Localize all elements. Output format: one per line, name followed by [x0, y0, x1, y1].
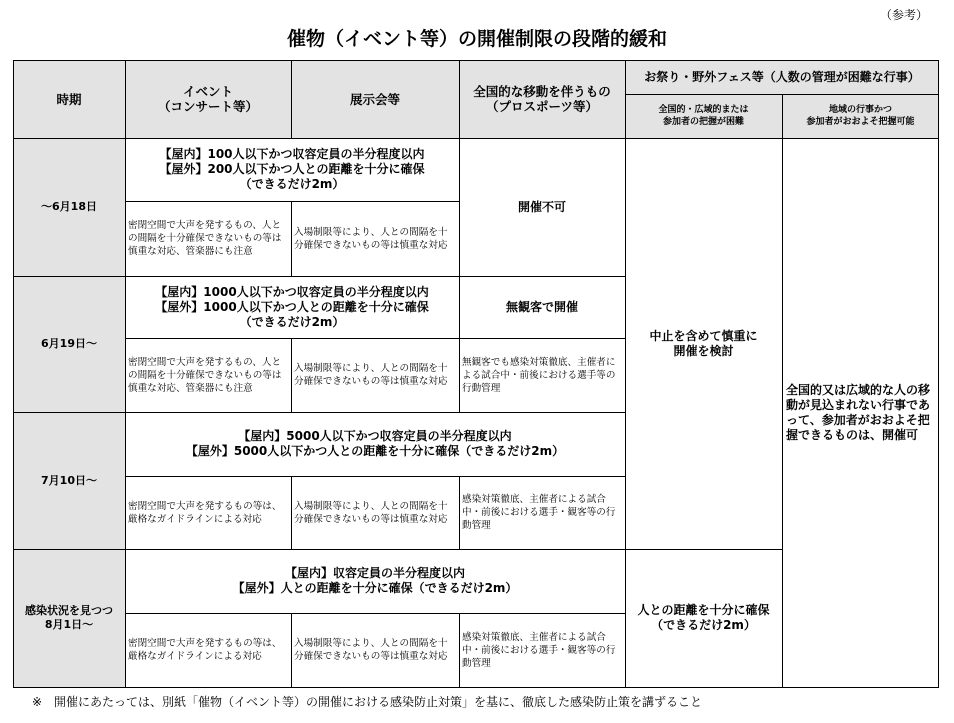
header-exhibition: 展示会等 — [291, 60, 459, 138]
table-border — [13, 138, 939, 139]
festival-local-status: 全国的又は広域的な人の移動が見込まれない行事であって、参加者がおおよそ把握できるものは、開催可 — [786, 382, 931, 442]
limit-main-text: 【屋内】1000人以下かつ収容定員の半分程度以内 【屋外】1000人以下かつ人との距離を十分に確保 （できるだけ2m） — [155, 284, 429, 329]
table-border — [125, 476, 625, 477]
table-border — [459, 476, 460, 549]
limit-main-text: 【屋内】5000人以下かつ収容定員の半分程度以内 【屋外】5000人以下かつ人との距離を十分に確保（できるだけ2m） — [185, 429, 565, 458]
table-border — [125, 338, 625, 339]
table-border — [625, 60, 626, 687]
table-border — [291, 613, 292, 687]
event-note: 密閉空間で大声を発するもの等は、厳格なガイドラインによる対応 — [128, 638, 282, 662]
page-title: 催物（イベント等）の開催制限の段階的緩和 — [286, 28, 667, 50]
table-border — [459, 60, 460, 412]
sports-status: 無観客で開催 — [505, 299, 578, 314]
table-border — [291, 60, 292, 138]
table-border — [13, 276, 625, 277]
table-border — [938, 60, 939, 687]
table-border — [291, 338, 292, 412]
table-border — [13, 549, 782, 550]
header-festival: お祭り・野外フェス等（人数の管理が困難な行事） — [625, 60, 939, 94]
header-event: イベント （コンサート等） — [125, 60, 291, 138]
table-border — [13, 412, 625, 413]
period-cell: 感染状況を見つつ 8月1日～ — [13, 549, 125, 687]
header-period: 時期 — [13, 60, 125, 138]
exhibition-note: 入場制限等により、人との間隔を十分確保できないもの等は慎重な対応 — [294, 363, 448, 387]
exhibition-note: 入場制限等により、人との間隔を十分確保できないもの等は慎重な対応 — [294, 638, 448, 662]
table-border — [13, 60, 14, 687]
event-note: 密閉空間で大声を発するもの、人との間隔を十分確保できないもの等は慎重な対応、管楽器にも注意 — [128, 356, 282, 394]
footnote: ※ 開催にあたっては、別紙「催物（イベント等）の開催における感染防止対策」を基に、徹底した感染防止策を講ずること — [32, 695, 703, 709]
limit-main-text: 【屋内】収容定員の半分程度以内 【屋外】人との距離を十分に確保（できるだけ2m） — [232, 566, 518, 595]
period-cell: 7月10日～ — [13, 412, 125, 549]
table-border — [782, 94, 783, 687]
table-border — [13, 60, 939, 61]
table-border — [125, 201, 459, 202]
table-border — [13, 687, 939, 688]
event-note: 密閉空間で大声を発するもの等は、厳格なガイドラインによる対応 — [128, 500, 282, 525]
sports-note: 無観客でも感染対策徹底、主催者による試合中・前後における選手等の行動管理 — [462, 356, 616, 394]
sports-status: 開催不可 — [517, 199, 566, 214]
table-border — [291, 201, 292, 276]
header-festival-wide: 全国的・広域的または 参加者の把握が困難 — [625, 94, 782, 138]
sports-note: 感染対策徹底、主催者による試合中・前後における選手・観客等の行動管理 — [462, 631, 616, 669]
festival-wide-status: 中止を含めて慎重に 開催を検討 — [649, 328, 758, 358]
exhibition-note: 入場制限等により、人との間隔を十分確保できないもの等は慎重な対応 — [294, 226, 448, 251]
table-border — [125, 60, 126, 687]
sports-note: 感染対策徹底、主催者による試合中・前後における選手・観客等の行動管理 — [462, 494, 616, 531]
table-border — [125, 613, 625, 614]
header-sports: 全国的な移動を伴うもの （プロスポーツ等） — [459, 60, 625, 138]
reference-label: （参考） — [880, 8, 929, 22]
table-border — [291, 476, 292, 549]
limit-main-text: 【屋内】100人以下かつ収容定員の半分程度以内 【屋外】200人以下かつ人との距離を十分に確保 （できるだけ2m） — [159, 147, 425, 191]
period-cell: ～6月18日 — [13, 138, 125, 276]
period-cell: 6月19日～ — [13, 276, 125, 412]
table-border — [459, 613, 460, 687]
header-festival-local: 地域の行事かつ 参加者がおおよそ把握可能 — [782, 94, 939, 138]
exhibition-note: 入場制限等により、人との間隔を十分確保できないもの等は慎重な対応 — [294, 500, 448, 525]
festival-wide-status: 人との距離を十分に確保 （できるだけ2m） — [637, 603, 770, 632]
event-note: 密閉空間で大声を発するもの、人との間隔を十分確保できないもの等は慎重な対応、管楽器にも注意 — [128, 220, 282, 257]
